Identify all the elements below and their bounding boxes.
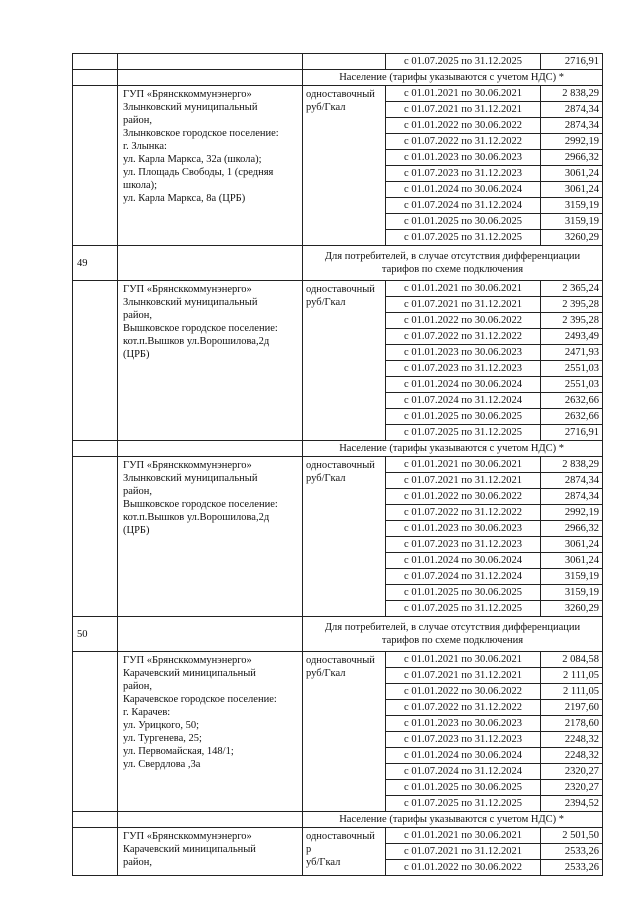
tariff-value-cell: 2632,66 (541, 409, 603, 425)
period-cell: с 01.07.2025 по 31.12.2025 (386, 230, 541, 246)
tariff-value-cell: 3159,19 (541, 198, 603, 214)
period-cell: с 01.07.2022 по 31.12.2022 (386, 329, 541, 345)
category-row (73, 441, 603, 457)
tariff-value-cell: 3260,29 (541, 230, 603, 246)
period-cell: с 01.07.2024 по 31.12.2024 (386, 393, 541, 409)
table-row (73, 652, 603, 668)
period-cell: с 01.07.2025 по 31.12.2025 (386, 54, 541, 70)
period-cell: с 01.07.2021 по 31.12.2021 (386, 668, 541, 684)
unit-line: руб/Гкал (306, 668, 346, 679)
period-cell: с 01.01.2024 по 30.06.2024 (386, 182, 541, 198)
organization-line: ГУП «Брянсккоммунэнерго» (123, 460, 252, 471)
tariff-value-cell: 2632,66 (541, 393, 603, 409)
tariff-value-cell: 2966,32 (541, 150, 603, 166)
period-cell: с 01.01.2024 по 30.06.2024 (386, 748, 541, 764)
tariff-value-cell: 2 501,50 (541, 828, 603, 844)
period-cell: с 01.07.2024 по 31.12.2024 (386, 569, 541, 585)
unit-cell (303, 86, 386, 246)
organization-line: ГУП «Брянсккоммунэнерго» (123, 284, 252, 295)
tariff-table (72, 53, 603, 876)
organization-cell (118, 457, 303, 617)
tariff-value-cell: 3061,24 (541, 182, 603, 198)
period-cell: с 01.07.2021 по 31.12.2021 (386, 473, 541, 489)
organization-cell (118, 70, 303, 86)
period-cell: с 01.07.2023 по 31.12.2023 (386, 166, 541, 182)
tariff-value-cell: 2 395,28 (541, 313, 603, 329)
organization-line: (ЦРБ) (123, 525, 150, 536)
period-cell: с 01.07.2023 по 31.12.2023 (386, 537, 541, 553)
period-cell: с 01.01.2024 по 30.06.2024 (386, 377, 541, 393)
table-row (73, 54, 603, 70)
period-cell: с 01.07.2022 по 31.12.2022 (386, 700, 541, 716)
organization-line: ул. Свердлова ,3а (123, 759, 201, 770)
organization-line: ГУП «Брянсккоммунэнерго» (123, 831, 252, 842)
tariff-value-cell: 2874,34 (541, 102, 603, 118)
tariff-value-cell: 2471,93 (541, 345, 603, 361)
unit-line: одноставочный (306, 460, 375, 471)
organization-cell (118, 86, 303, 246)
organization-line: район, (123, 681, 153, 692)
organization-line: г. Карачев: (123, 707, 171, 718)
category-heading: Население (тарифы указываются с учетом НДС) * (303, 70, 603, 86)
organization-line: район, (123, 310, 153, 321)
period-cell: с 01.07.2025 по 31.12.2025 (386, 796, 541, 812)
organization-line: ул. Карла Маркса, 8а (ЦРБ) (123, 193, 246, 204)
unit-line: одноставочный (306, 655, 375, 666)
period-cell: с 01.07.2021 по 31.12.2021 (386, 102, 541, 118)
period-cell: с 01.01.2023 по 30.06.2023 (386, 521, 541, 537)
period-cell: с 01.07.2022 по 31.12.2022 (386, 134, 541, 150)
tariff-value-cell: 2533,26 (541, 860, 603, 876)
tariff-value-cell: 2178,60 (541, 716, 603, 732)
organization-cell (118, 617, 303, 652)
period-cell: с 01.01.2022 по 30.06.2022 (386, 860, 541, 876)
period-cell: с 01.01.2025 по 30.06.2025 (386, 585, 541, 601)
period-cell: с 01.01.2024 по 30.06.2024 (386, 553, 541, 569)
organization-cell (118, 828, 303, 876)
period-cell: с 01.07.2022 по 31.12.2022 (386, 505, 541, 521)
organization-line: район, (123, 486, 153, 497)
organization-cell (118, 812, 303, 828)
number-cell (73, 828, 118, 876)
period-cell: с 01.07.2023 по 31.12.2023 (386, 732, 541, 748)
period-cell: с 01.01.2022 по 30.06.2022 (386, 684, 541, 700)
tariff-value-cell: 2 838,29 (541, 457, 603, 473)
organization-line: ул. Площадь Свободы, 1 (средняя (123, 167, 274, 178)
organization-cell (118, 441, 303, 457)
category-row (73, 70, 603, 86)
organization-line: ул. Урицкого, 50; (123, 720, 200, 731)
period-cell: с 01.07.2023 по 31.12.2023 (386, 361, 541, 377)
period-cell: с 01.01.2022 по 30.06.2022 (386, 489, 541, 505)
number-cell: 49 (73, 246, 118, 281)
category-heading: Население (тарифы указываются с учетом НДС) * (303, 812, 603, 828)
period-cell: с 01.01.2025 по 30.06.2025 (386, 780, 541, 796)
organization-cell (118, 652, 303, 812)
tariff-value-cell: 2874,34 (541, 473, 603, 489)
tariff-value-cell: 2 111,05 (541, 684, 603, 700)
category-row (73, 812, 603, 828)
number-cell (73, 54, 118, 70)
number-cell: 50 (73, 617, 118, 652)
organization-line: ул. Тургенева, 25; (123, 733, 202, 744)
organization-cell (118, 281, 303, 441)
period-cell: с 01.01.2023 по 30.06.2023 (386, 716, 541, 732)
number-cell (73, 457, 118, 617)
unit-line: одноставочный (306, 89, 375, 100)
organization-cell (118, 54, 303, 70)
number-cell (73, 812, 118, 828)
tariff-value-cell: 2 084,58 (541, 652, 603, 668)
organization-line: Карачевский миниципальный (123, 668, 256, 679)
table-row (73, 828, 603, 844)
tariff-value-cell: 2 111,05 (541, 668, 603, 684)
category-row (73, 617, 603, 652)
period-cell: с 01.01.2025 по 30.06.2025 (386, 214, 541, 230)
number-cell (73, 281, 118, 441)
unit-line: руб/Гкал (306, 473, 346, 484)
organization-line: Злынковский муниципальный (123, 102, 258, 113)
table-row (73, 457, 603, 473)
organization-line: Злынковский муниципальный (123, 473, 258, 484)
tariff-value-cell: 3061,24 (541, 553, 603, 569)
organization-line: ул. Карла Маркса, 32а (школа); (123, 154, 262, 165)
unit-line: уб/Гкал (306, 857, 341, 868)
tariff-value-cell: 2320,27 (541, 764, 603, 780)
unit-line: руб/Гкал (306, 102, 346, 113)
period-cell: с 01.01.2023 по 30.06.2023 (386, 345, 541, 361)
category-row (73, 246, 603, 281)
period-cell: с 01.01.2021 по 30.06.2021 (386, 457, 541, 473)
tariff-value-cell: 3159,19 (541, 585, 603, 601)
unit-cell (303, 281, 386, 441)
period-cell: с 01.01.2023 по 30.06.2023 (386, 150, 541, 166)
unit-cell (303, 828, 386, 876)
number-cell (73, 70, 118, 86)
organization-line: (ЦРБ) (123, 349, 150, 360)
organization-line: Вышковское городское поселение: (123, 499, 278, 510)
unit-cell (303, 54, 386, 70)
tariff-value-cell: 2966,32 (541, 521, 603, 537)
organization-line: кот.п.Вышков ул.Ворошилова,2д (123, 336, 270, 347)
unit-cell (303, 457, 386, 617)
period-cell: с 01.01.2022 по 30.06.2022 (386, 118, 541, 134)
unit-line: одноставочный (306, 284, 375, 295)
organization-line: г. Злынка: (123, 141, 167, 152)
period-cell: с 01.07.2025 по 31.12.2025 (386, 601, 541, 617)
tariff-value-cell: 3260,29 (541, 601, 603, 617)
organization-line: Карачевское городское поселение: (123, 694, 277, 705)
organization-line: Злынковский муниципальный (123, 297, 258, 308)
unit-cell (303, 652, 386, 812)
organization-line: Вышковское городское поселение: (123, 323, 278, 334)
organization-line: ГУП «Брянсккоммунэнерго» (123, 655, 252, 666)
tariff-value-cell: 2 365,24 (541, 281, 603, 297)
period-cell: с 01.07.2021 по 31.12.2021 (386, 844, 541, 860)
period-cell: с 01.07.2024 по 31.12.2024 (386, 764, 541, 780)
table-row (73, 86, 603, 102)
tariff-value-cell: 2 838,29 (541, 86, 603, 102)
tariff-value-cell: 2992,19 (541, 134, 603, 150)
period-cell: с 01.01.2021 по 30.06.2021 (386, 652, 541, 668)
period-cell: с 01.07.2021 по 31.12.2021 (386, 297, 541, 313)
tariff-value-cell: 2248,32 (541, 748, 603, 764)
period-cell: с 01.01.2021 по 30.06.2021 (386, 281, 541, 297)
period-cell: с 01.07.2025 по 31.12.2025 (386, 425, 541, 441)
organization-line: ГУП «Брянсккоммунэнерго» (123, 89, 252, 100)
number-cell (73, 86, 118, 246)
unit-line: одноставочный (306, 831, 375, 842)
period-cell: с 01.01.2021 по 30.06.2021 (386, 828, 541, 844)
period-cell: с 01.07.2024 по 31.12.2024 (386, 198, 541, 214)
period-cell: с 01.01.2025 по 30.06.2025 (386, 409, 541, 425)
category-heading: Для потребителей, в случае отсутствия дифференциации тарифов по схеме подключения (303, 246, 603, 281)
tariff-value-cell: 2551,03 (541, 377, 603, 393)
period-cell: с 01.01.2021 по 30.06.2021 (386, 86, 541, 102)
tariff-value-cell: 2551,03 (541, 361, 603, 377)
number-cell (73, 652, 118, 812)
unit-line: руб/Гкал (306, 297, 346, 308)
tariff-value-cell: 2874,34 (541, 118, 603, 134)
tariff-value-cell: 2716,91 (541, 54, 603, 70)
tariff-value-cell: 2320,27 (541, 780, 603, 796)
organization-cell (118, 246, 303, 281)
tariff-value-cell: 2248,32 (541, 732, 603, 748)
tariff-value-cell: 2874,34 (541, 489, 603, 505)
tariff-value-cell: 2197,60 (541, 700, 603, 716)
period-cell: с 01.01.2022 по 30.06.2022 (386, 313, 541, 329)
organization-line: район, (123, 115, 153, 126)
tariff-value-cell: 3061,24 (541, 166, 603, 182)
unit-line: р (306, 844, 312, 855)
tariff-value-cell: 3061,24 (541, 537, 603, 553)
tariff-value-cell: 3159,19 (541, 569, 603, 585)
tariff-value-cell: 2716,91 (541, 425, 603, 441)
organization-line: кот.п.Вышков ул.Ворошилова,2д (123, 512, 270, 523)
tariff-value-cell: 2394,52 (541, 796, 603, 812)
organization-line: район, (123, 857, 153, 868)
organization-line: Карачевский миниципальный (123, 844, 256, 855)
number-cell (73, 441, 118, 457)
organization-line: Злынковское городское поселение: (123, 128, 279, 139)
category-heading: Для потребителей, в случае отсутствия дифференциации тарифов по схеме подключения (303, 617, 603, 652)
category-heading: Население (тарифы указываются с учетом НДС) * (303, 441, 603, 457)
tariff-value-cell: 2 395,28 (541, 297, 603, 313)
tariff-value-cell: 2493,49 (541, 329, 603, 345)
table-row (73, 281, 603, 297)
tariff-value-cell: 2533,26 (541, 844, 603, 860)
tariff-value-cell: 3159,19 (541, 214, 603, 230)
tariff-value-cell: 2992,19 (541, 505, 603, 521)
organization-line: школа); (123, 180, 158, 191)
organization-line: ул. Первомайская, 148/1; (123, 746, 234, 757)
